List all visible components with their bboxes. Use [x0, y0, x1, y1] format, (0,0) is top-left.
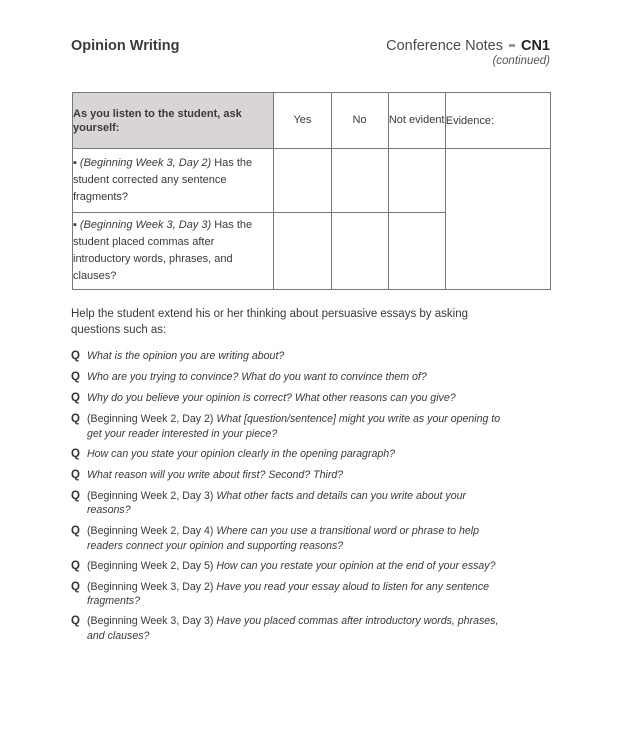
q-marker: Q — [71, 392, 80, 404]
q-marker: Q — [71, 525, 80, 537]
question-text: Why do you believe your opinion is correct? What other reasons can you give? — [87, 392, 456, 404]
question-item — [71, 391, 511, 406]
question-prefix: (Beginning Week 3, Day 2) — [87, 580, 214, 593]
header-section-line — [386, 38, 550, 54]
row-question: Has the student corrected any sentence fragments? — [73, 157, 253, 203]
row-prefix: (Beginning Week 3, Day 2) — [79, 157, 212, 169]
evidence-column-header: Evidence: — [445, 93, 550, 149]
question-text: How can you state your opinion clearly in the opening paragraph? — [87, 447, 396, 460]
row-question: Has the student placed commas after introductory words, phrases, and clauses? — [73, 219, 253, 282]
question-text: What other facts and details can you write about your reasons? — [87, 489, 467, 516]
q-marker: Q — [71, 615, 80, 627]
question-prefix: (Beginning Week 3, Day 3) — [87, 615, 214, 627]
row-prefix: (Beginning Week 3, Day 3) — [79, 219, 212, 231]
separator-dash — [509, 44, 515, 47]
question-item — [71, 412, 511, 441]
question-prefix: (Beginning Week 2, Day 5) — [87, 559, 214, 572]
q-marker: Q — [71, 371, 80, 383]
question-item — [71, 349, 511, 364]
question-text: Have you placed commas after introductory words, phrases, and clauses? — [87, 615, 499, 642]
bullet-marker: ▪ — [73, 157, 77, 169]
question-prefix: (Beginning Week 2, Day 2) — [87, 413, 214, 425]
q-marker: Q — [71, 447, 80, 460]
conference-checklist-table — [72, 92, 551, 290]
yes-checkbox-cell[interactable] — [274, 149, 331, 213]
no-checkbox-cell[interactable] — [331, 213, 388, 290]
evidence-cell[interactable] — [445, 149, 550, 290]
yes-checkbox-cell[interactable] — [274, 213, 331, 290]
no-checkbox-cell[interactable] — [331, 149, 388, 213]
question-text: How can you restate your opinion at the end of your essay? — [216, 559, 496, 572]
question-list — [71, 349, 511, 643]
question-text: What [question/sentence] might you write as your opening to get your reader interested in your piece? — [87, 413, 501, 440]
bullet-marker: ▪ — [73, 219, 77, 231]
no-column-header: No — [331, 93, 388, 149]
question-item — [71, 559, 511, 574]
question-column-header: As you listen to the student, ask yourself: — [73, 93, 274, 149]
question-item — [71, 468, 511, 483]
question-item — [71, 524, 511, 553]
q-marker: Q — [71, 350, 80, 362]
yes-column-header: Yes — [274, 93, 331, 149]
question-item — [71, 447, 511, 462]
question-cell — [73, 213, 274, 290]
q-marker: Q — [71, 468, 80, 481]
q-marker: Q — [71, 580, 80, 593]
question-item — [71, 489, 511, 518]
question-text: What is the opinion you are writing about? — [87, 350, 285, 362]
q-marker: Q — [71, 559, 80, 572]
section-code: CN1 — [520, 38, 550, 54]
question-cell — [73, 149, 274, 213]
section-label: Conference Notes — [386, 38, 503, 54]
continued-label: (continued) — [492, 55, 550, 67]
question-item — [71, 614, 511, 643]
table-header-row — [73, 93, 551, 149]
question-prefix: (Beginning Week 2, Day 4) — [87, 525, 214, 537]
question-prefix: (Beginning Week 2, Day 3) — [87, 489, 214, 502]
page-title: Opinion Writing — [71, 38, 180, 54]
q-marker: Q — [71, 489, 80, 502]
intro-paragraph: Help the student extend his or her thinking about persuasive essays by asking questions such as: — [71, 308, 468, 336]
question-text: What reason will you write about first? Second? Third? — [87, 468, 344, 481]
question-text: Who are you trying to convince? What do you want to convince them of? — [87, 371, 427, 383]
not-evident-checkbox-cell[interactable] — [388, 213, 445, 290]
question-item — [71, 580, 511, 609]
question-text: Where can you use a transitional word or phrase to help readers connect your opinion and supporting reasons? — [87, 525, 479, 552]
header-right — [386, 38, 550, 67]
not-evident-checkbox-cell[interactable] — [388, 149, 445, 213]
q-marker: Q — [71, 413, 80, 425]
not-evident-column-header: Not evident — [388, 93, 445, 149]
table-row — [73, 149, 551, 213]
question-item — [71, 370, 511, 385]
question-text: Have you read your essay aloud to listen for any sentence fragments? — [87, 580, 490, 607]
